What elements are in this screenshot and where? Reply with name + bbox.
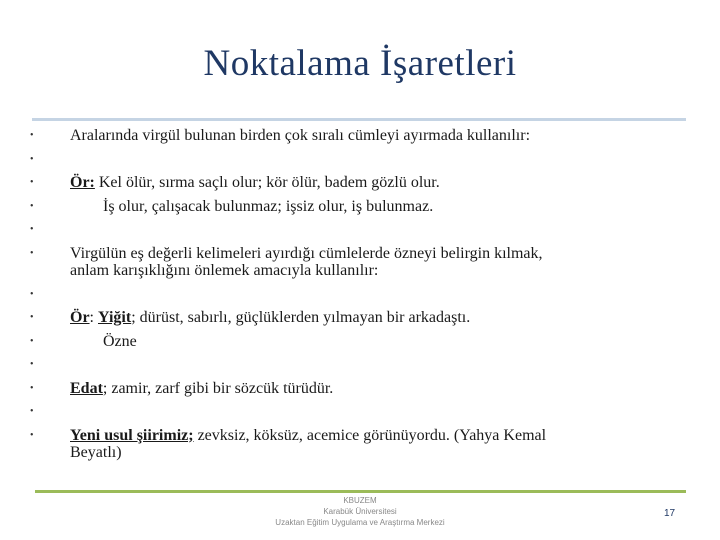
colon: : [89, 309, 98, 326]
subject-word: Yiğit [98, 309, 132, 326]
list-item-text [70, 245, 680, 279]
bullet: • [30, 406, 34, 417]
list-item-text [70, 427, 680, 461]
keyword: Yeni usul şiirimiz; [70, 426, 194, 444]
bullet: • [30, 382, 34, 394]
bullet: • [30, 429, 34, 441]
list-item-empty [30, 404, 680, 428]
example-text: ; dürüst, sabırlı, güçlüklerden yılmayan bir arkadaştı. [131, 309, 471, 326]
page-number: 17 [664, 508, 676, 519]
list-item [30, 381, 680, 405]
example-text: ; zamir, zarf gibi bir sözcük türüdür. [102, 379, 334, 397]
bullet: • [30, 247, 34, 259]
example-text: zevksiz, köksüz, acemice görünüyordu. (Yahya Kemal [193, 426, 547, 444]
bullet: • [30, 177, 34, 188]
bullet: • [30, 130, 34, 141]
example-label: Ör: [70, 174, 95, 191]
footer-org: KBUZEM [343, 496, 377, 505]
text-line: Virgülün eş değerli kelimeleri ayırdığı cümlelerde özneyi belirgin kılmak, [70, 244, 543, 262]
bullet: • [30, 288, 34, 300]
example-continuation: İş olur, çalışacak bulunmaz; işsiz olur, iş bulunmaz. [103, 197, 434, 215]
list-item-text: Aralarında virgül bulunan birden çok sıralı cümleyi ayırmada kullanılır: [70, 127, 531, 144]
keyword: Edat [70, 379, 103, 397]
list-item-empty [30, 357, 680, 381]
footer [0, 495, 720, 528]
subject-note: Özne [103, 332, 137, 350]
footer-center: Uzaktan Eğitim Uygulama ve Araştırma Merkezi [275, 518, 445, 527]
bullet: • [30, 335, 34, 347]
list-item [30, 246, 680, 287]
list-item-text [70, 309, 680, 326]
slide-title: Noktalama İşaretleri [203, 43, 517, 84]
list-item [30, 128, 680, 152]
list-item [30, 334, 680, 358]
list-item [30, 428, 680, 469]
list-item-empty [30, 222, 680, 246]
list-item [30, 310, 680, 334]
example-label: Ör [70, 309, 90, 326]
list-item [30, 175, 680, 199]
list-item-text [70, 198, 680, 215]
footer-divider [35, 490, 686, 493]
list-item-text [70, 333, 680, 350]
example-text: Kel ölür, sırma saçlı olur; kör ölür, badem gözlü olur. [94, 174, 440, 191]
bullet: • [30, 200, 34, 212]
bullet: • [30, 359, 34, 370]
bullet: • [30, 153, 34, 165]
list-item [30, 199, 680, 223]
bullet: • [30, 224, 34, 235]
bullet: • [30, 312, 34, 323]
text-line: Beyatlı) [70, 443, 122, 461]
list-item-empty [30, 287, 680, 311]
text-line: anlam karışıklığını önlemek amacıyla kullanılır: [70, 261, 379, 279]
list-item-text [70, 174, 680, 191]
title-divider [32, 118, 686, 121]
list-item-text [70, 380, 680, 397]
slide-content [30, 128, 680, 469]
footer-university: Karabük Üniversitesi [323, 507, 397, 516]
list-item-empty [30, 152, 680, 176]
